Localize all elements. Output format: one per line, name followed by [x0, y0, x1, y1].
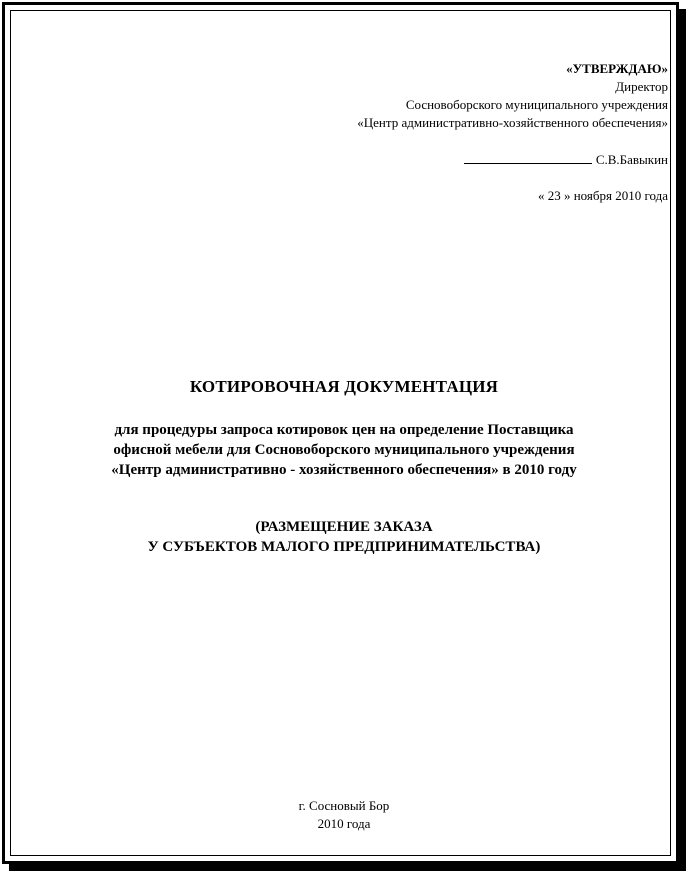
approval-heading: «УТВЕРЖДАЮ»	[566, 61, 668, 76]
notice-line1: (РАЗМЕЩЕНИЕ ЗАКАЗА	[255, 519, 433, 535]
notice-line2: У СУБЪЕКТОВ МАЛОГО ПРЕДПРИНИМАТЕЛЬСТВА)	[147, 539, 541, 555]
approval-organization-line1: Сосновоборского муниципального учреждения	[405, 97, 668, 112]
signature-row	[248, 151, 668, 169]
signatory-name: С.В.Бавыкин	[595, 152, 668, 167]
subtitle-line1: для процедуры запроса котировок цен на определение Поставщика	[114, 422, 574, 438]
approval-position: Директор	[615, 79, 668, 94]
approval-block	[248, 60, 668, 205]
document-footer	[0, 797, 688, 833]
small-business-notice	[0, 517, 688, 557]
approval-date: « 23 » ноября 2010 года	[537, 188, 668, 203]
footer-year: 2010 года	[317, 816, 371, 831]
document-subtitle	[0, 420, 688, 480]
signature-line	[464, 151, 592, 164]
approval-organization-line2: «Центр административно-хозяйственного обеспечения»	[357, 115, 668, 130]
subtitle-line3: «Центр административно - хозяйственного обеспечения» в 2010 году	[111, 462, 577, 478]
subtitle-line2: офисной мебели для Сосновоборского муниципального учреждения	[113, 442, 575, 458]
document-title: КОТИРОВОЧНАЯ ДОКУМЕНТАЦИЯ	[189, 377, 499, 396]
footer-city: г. Сосновый Бор	[298, 798, 390, 813]
